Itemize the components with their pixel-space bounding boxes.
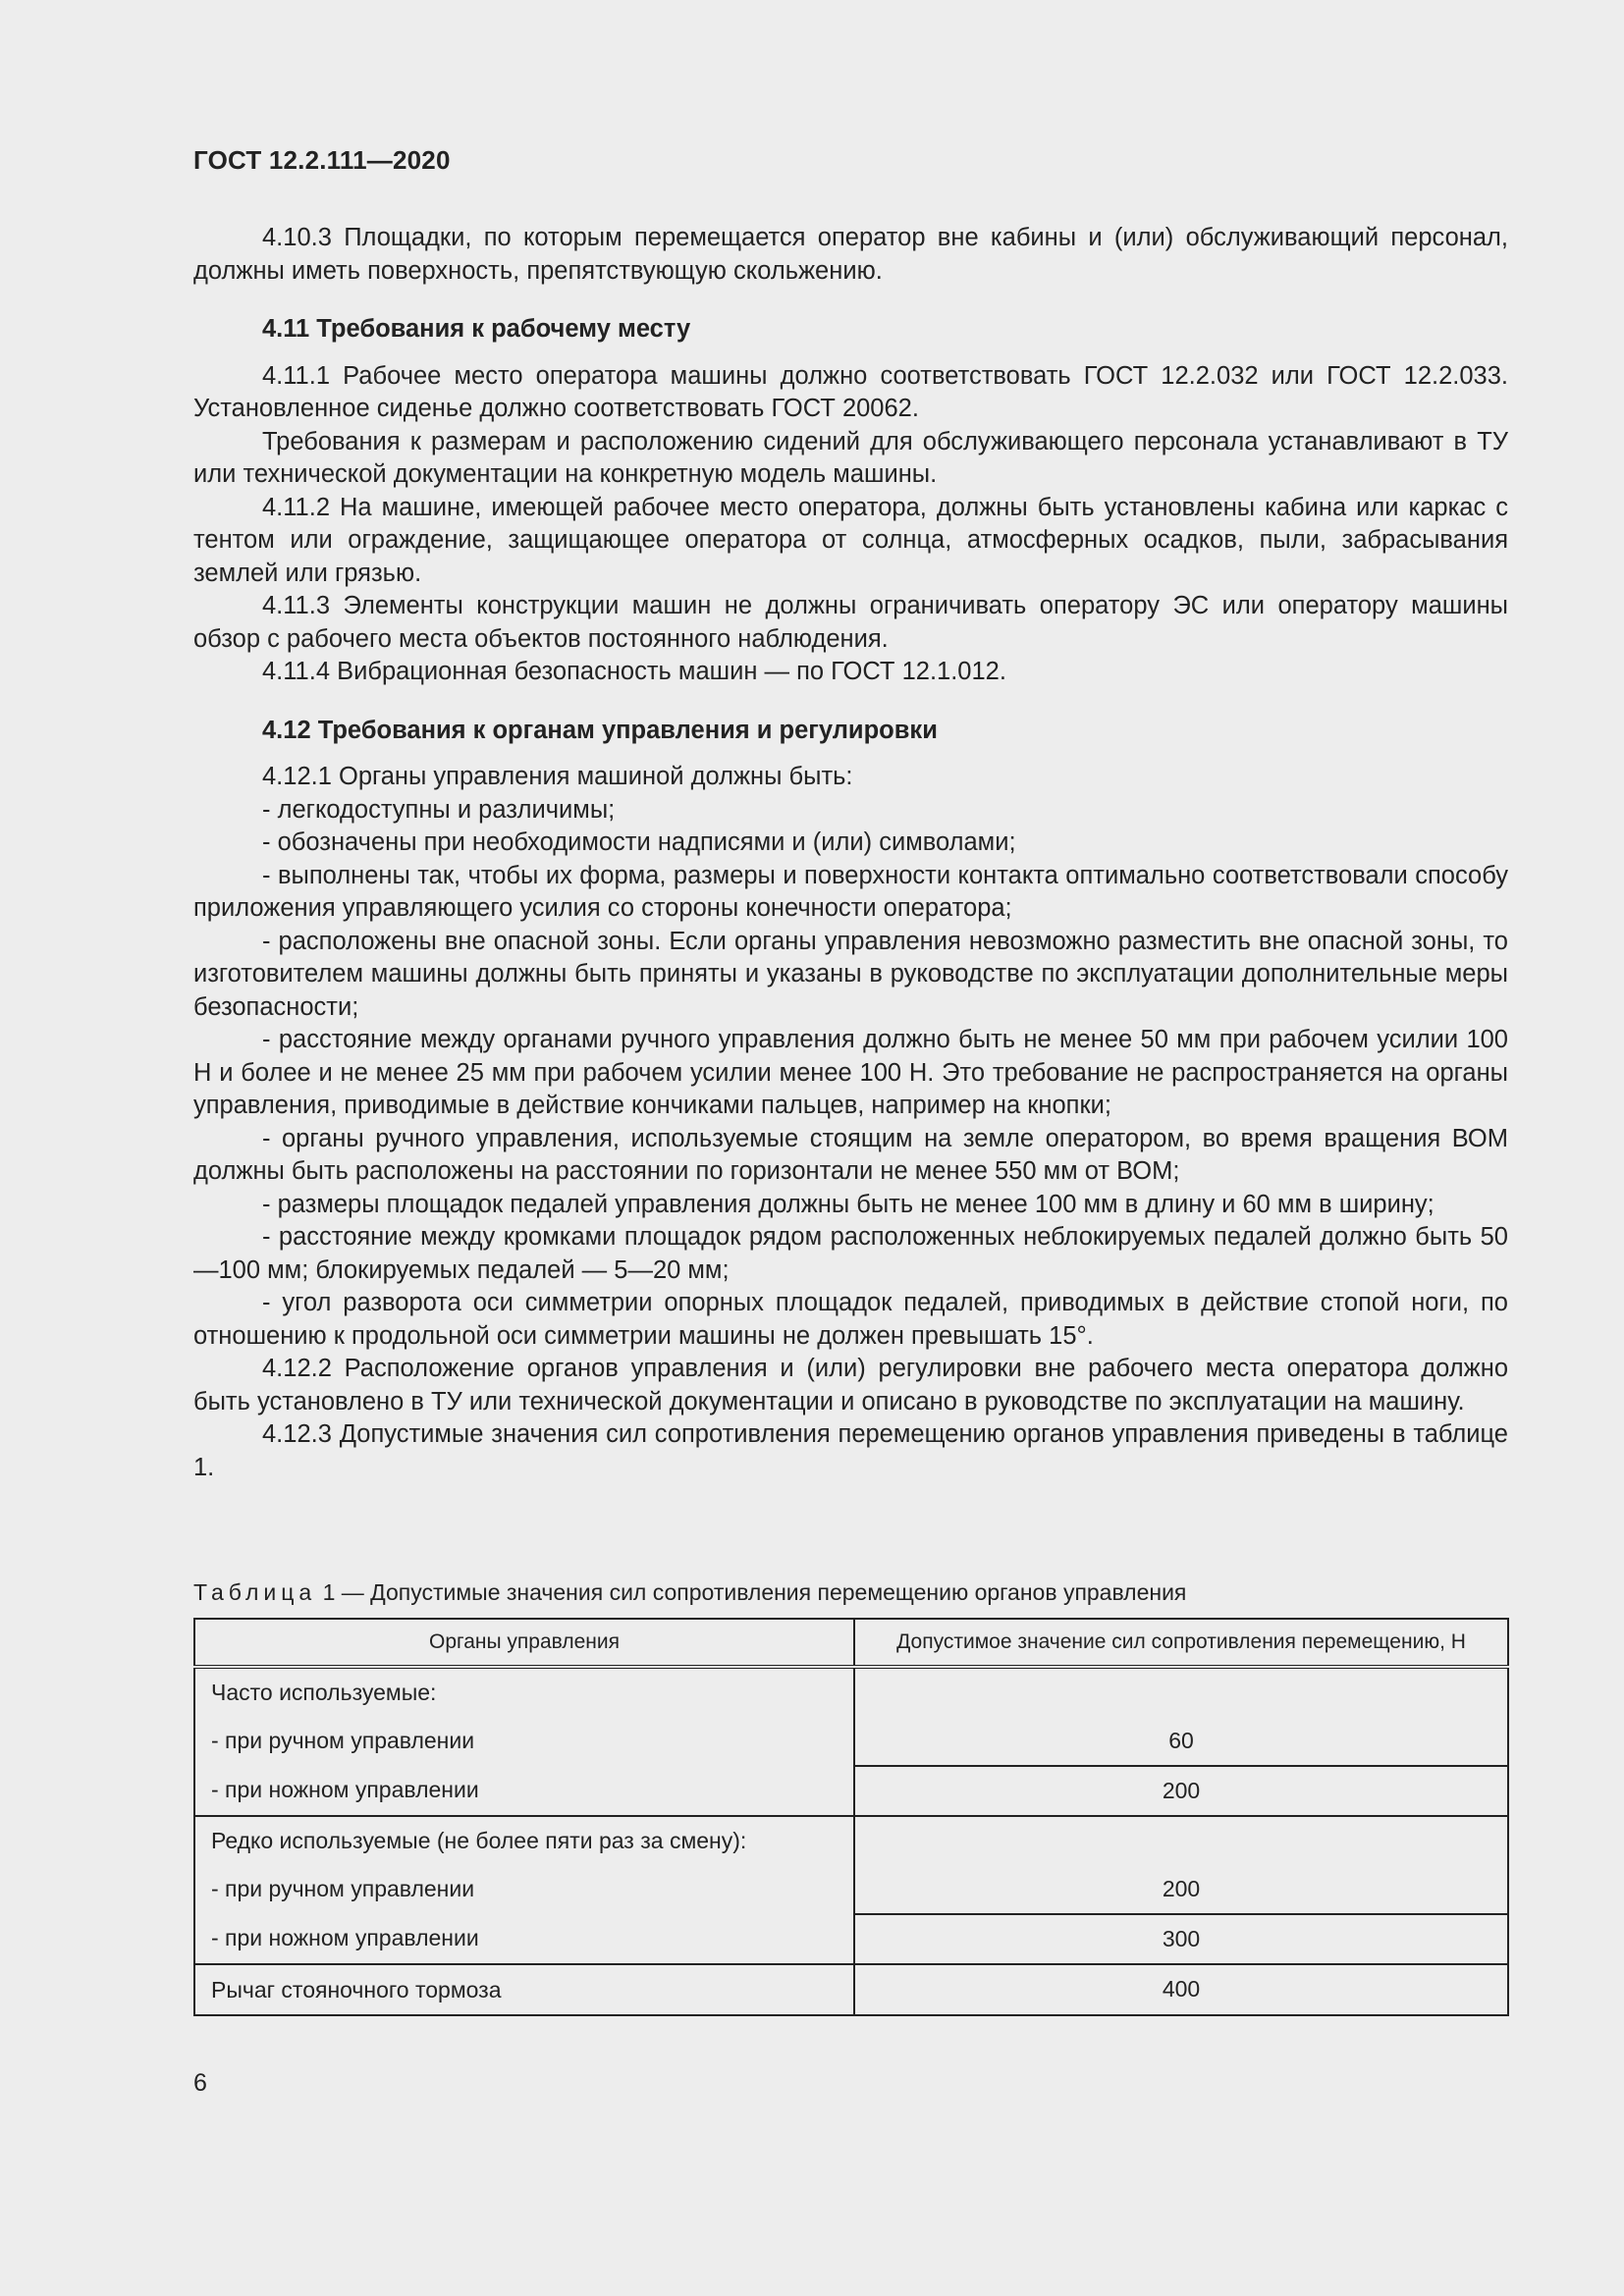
table-caption xyxy=(193,1577,1186,1607)
paragraph-4-11-1-seats: Требования к размерам и расположению сидений для обслуживающего персонала устанавливают в ТУ или технической документации на конкретную модель машины. xyxy=(193,427,1508,488)
row-value: 200 xyxy=(1162,1778,1201,1803)
list-item: - обозначены при необходимости надписями и (или) символами; xyxy=(262,828,1016,856)
row-label: - при ручном управлении xyxy=(211,1876,475,1901)
section-heading-4-12: 4.12 Требования к органам управления и регулировки xyxy=(262,716,938,744)
list-item: - размеры площадок педалей управления должны быть не менее 100 мм в длину и 60 мм в ширину; xyxy=(262,1190,1435,1218)
list-item: - угол разворота оси симметрии опорных площадок педалей, приводимых в действие стопой ноги, по отношению к продольной оси симметрии машины не должен превышать 15°. xyxy=(193,1289,1508,1350)
paragraph-4-11-3: 4.11.3 Элементы конструкции машин не должны ограничивать оператору ЭС или оператору машины обзор с рабочего места объектов постоянного наблюдения. xyxy=(193,592,1508,653)
table-caption-text: 1 — Допустимые значения сил сопротивления перемещению органов управления xyxy=(316,1579,1187,1605)
row-value-parking-brake xyxy=(854,1964,1508,2015)
group-values-frequent xyxy=(854,1667,1508,1816)
list-item: - расстояние между кромками площадок рядом расположенных неблокируемых педалей должно быть 50—100 мм; блокируемых педалей — 5—20 мм; xyxy=(193,1223,1508,1284)
paragraph-4-11-2: 4.11.2 На машине, имеющей рабочее место оператора, должны быть установлены кабина или каркас с тентом или ограждение, защищающее оператора от солнца, атмосферных осадков, пыли, забрасывания землей или грязью. xyxy=(193,493,1508,587)
row-value: 200 xyxy=(855,1865,1507,1915)
group-title: Часто используемые: xyxy=(211,1680,437,1705)
list-item: - органы ручного управления, используемые стоящим на земле оператором, во время вращения ВОМ должны быть расположены на расстоянии по горизонтали не менее 550 мм от ВОМ; xyxy=(193,1124,1508,1185)
page-number: 6 xyxy=(193,2069,207,2097)
row-label: - при ножном управлении xyxy=(211,1777,479,1802)
document-code-header: ГОСТ 12.2.111—2020 xyxy=(193,145,451,175)
resistance-forces-table xyxy=(193,1618,1509,2016)
list-item: - расположены вне опасной зоны. Если органы управления невозможно разместить вне опасной зоны, то изготовителем машины должны быть приняты и указаны в руководстве по эксплуатации дополнительные меры безопасности; xyxy=(193,927,1508,1021)
row-label: Рычаг стояночного тормоза xyxy=(211,1977,502,2002)
list-item: - расстояние между органами ручного управления должно быть не менее 50 мм при рабочем усилии 100 Н и более и не менее 25 мм при рабочем усилии менее 100 Н. Это требование не распространяется на органы управления, приводимые в действие кончиками пальцев, например на кнопки; xyxy=(193,1026,1508,1119)
row-label-parking-brake xyxy=(194,1964,854,2015)
row-label: - при ножном управлении xyxy=(211,1925,479,1950)
paragraph-4-12-2: 4.12.2 Расположение органов управления и (или) регулировки вне рабочего места оператора должно быть установлено в ТУ или технической документации и описано в руководстве по эксплуатации на машину. xyxy=(193,1355,1508,1415)
section-heading-4-11: 4.11 Требования к рабочему месту xyxy=(262,315,691,343)
list-item: - выполнены так, чтобы их форма, размеры и поверхности контакта оптимально соответствовали способу приложения управляющего усилия со стороны конечности оператора; xyxy=(193,861,1508,922)
group-title: Редко используемые (не более пяти раз за смену): xyxy=(211,1828,747,1853)
table-caption-label: Таблица xyxy=(193,1579,317,1605)
table-row xyxy=(194,1964,1508,2015)
table-row xyxy=(194,1667,1508,1816)
group-cell-rare xyxy=(194,1816,854,1964)
paragraph-4-11-4: 4.11.4 Вибрационная безопасность машин — по ГОСТ 12.1.012. xyxy=(262,658,1006,685)
paragraph-4-12-1: 4.12.1 Органы управления машиной должны быть: xyxy=(262,763,853,790)
document-body xyxy=(193,222,1508,1484)
paragraph-4-10-3: 4.10.3 Площадки, по которым перемещается оператор вне кабины и (или) обслуживающий персонал, должны иметь поверхность, препятствующую скольжению. xyxy=(193,224,1508,285)
paragraph-4-11-1: 4.11.1 Рабочее место оператора машины должно соответствовать ГОСТ 12.2.032 или ГОСТ 12.2.033. Установленное сиденье должно соответствовать ГОСТ 20062. xyxy=(193,361,1508,422)
row-value: 60 xyxy=(855,1717,1507,1767)
paragraph-4-12-3: 4.12.3 Допустимые значения сил сопротивления перемещению органов управления приведены в таблице 1. xyxy=(193,1420,1508,1481)
group-cell-frequent xyxy=(194,1667,854,1816)
row-label: - при ручном управлении xyxy=(211,1728,475,1753)
group-values-rare xyxy=(854,1816,1508,1964)
table-row xyxy=(194,1816,1508,1964)
row-value: 300 xyxy=(1162,1926,1201,1951)
table-header-row xyxy=(194,1619,1508,1667)
row-value: 400 xyxy=(1162,1976,1201,2002)
column-header-force: Допустимое значение сил сопротивления перемещению, Н xyxy=(854,1619,1508,1667)
list-item: - легкодоступны и различимы; xyxy=(262,795,616,824)
column-header-controls: Органы управления xyxy=(194,1619,854,1667)
